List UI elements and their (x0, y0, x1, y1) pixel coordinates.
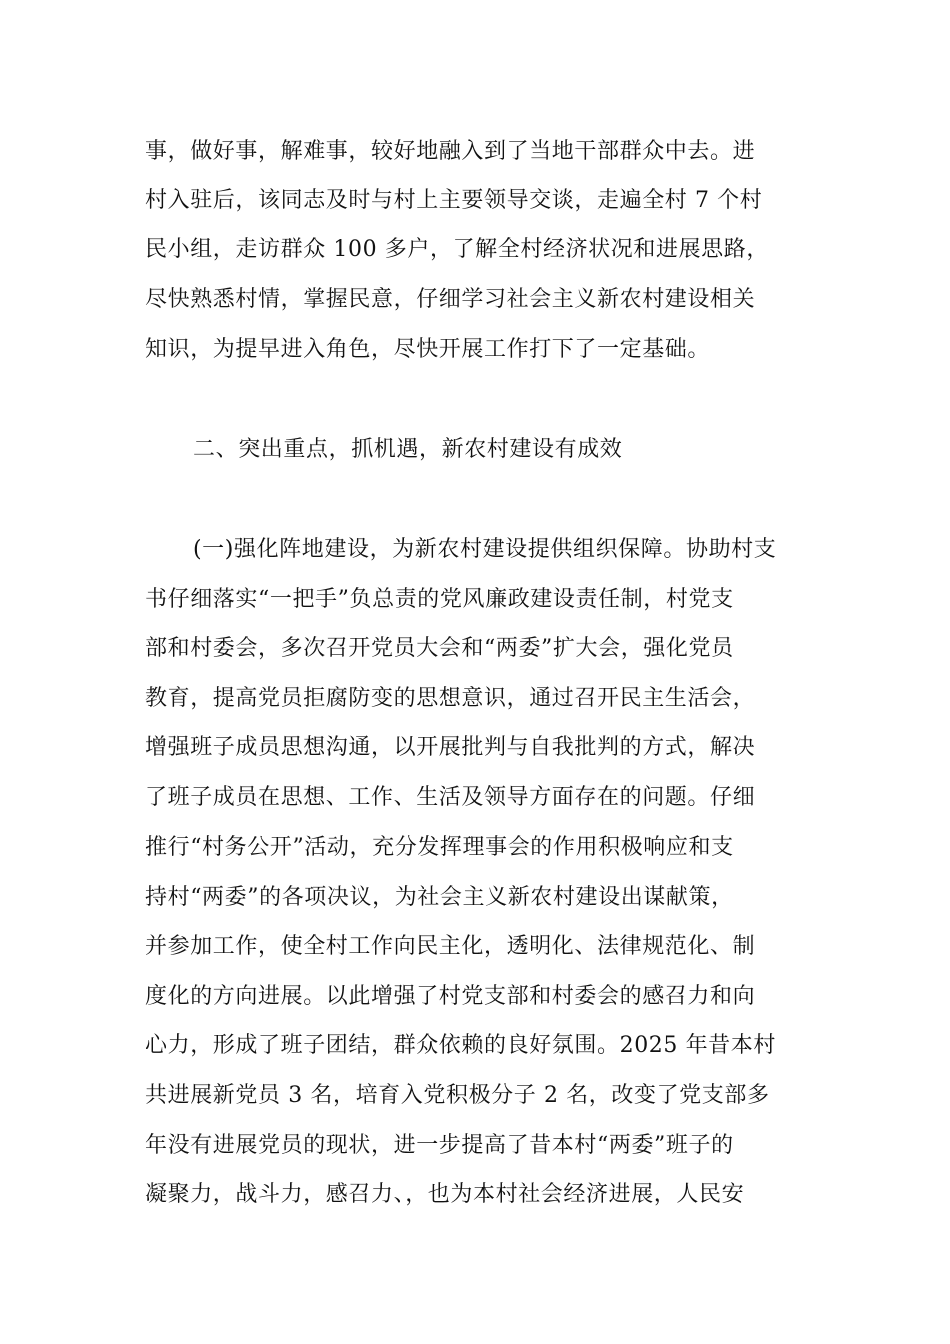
paragraph-2-line-2: 书仔细落实“一把手”负总责的党风廉政建设责任制，村党支 (145, 587, 734, 612)
paragraph-2-line-3: 部和村委会，多次召开党员大会和“两委”扩大会，强化党员 (145, 636, 734, 661)
paragraph-2-line-11: 心力，形成了班子团结，群众依赖的良好氛围。2025 年昔本村 (145, 1033, 776, 1058)
paragraph-2-line-6: 了班子成员在思想、工作、生活及领导方面存在的问题。仔细 (145, 785, 756, 810)
paragraph-1-line-2: 村入驻后，该同志及时与村上主要领导交谈，走遍全村 7 个村 (145, 188, 763, 213)
paragraph-2-line-14: 凝聚力，战斗力，感召力、，也为本村社会经济进展，人民安 (145, 1182, 745, 1207)
paragraph-1-line-3: 民小组，走访群众 100 多户，了解全村经济状况和进展思路， (145, 237, 769, 262)
paragraph-2-line-12: 共进展新党员 3 名，培育入党积极分子 2 名，改变了党支部多 (145, 1083, 770, 1108)
paragraph-2-line-5: 增强班子成员思想沟通，以开展批判与自我批判的方式，解决 (145, 735, 756, 760)
paragraph-2-line-4: 教育，提高党员拒腐防变的思想意识，通过召开民主生活会， (145, 686, 756, 711)
paragraph-2-line-7: 推行“村务公开”活动，充分发挥理事会的作用积极响应和支 (145, 835, 734, 860)
paragraph-1-line-5: 知识，为提早进入角色，尽快开展工作打下了一定基础。 (145, 337, 711, 362)
paragraph-2-line-1: (一)强化阵地建设，为新农村建设提供组织保障。协助村支 (193, 537, 777, 562)
section-heading: 二、突出重点，抓机遇，新农村建设有成效 (193, 437, 623, 462)
paragraph-1-line-4: 尽快熟悉村情，掌握民意，仔细学习社会主义新农村建设相关 (145, 287, 756, 312)
paragraph-2-line-13: 年没有进展党员的现状，进一步提高了昔本村“两委”班子的 (145, 1133, 734, 1158)
paragraph-2-line-8: 持村“两委”的各项决议，为社会主义新农村建设出谋献策， (145, 885, 734, 910)
paragraph-2-line-10: 度化的方向进展。以此增强了村党支部和村委会的感召力和向 (145, 984, 756, 1009)
paragraph-1-line-1: 事，做好事，解难事，较好地融入到了当地干部群众中去。进 (145, 139, 756, 164)
paragraph-2-line-9: 并参加工作，使全村工作向民主化，透明化、法律规范化、制 (145, 934, 756, 959)
